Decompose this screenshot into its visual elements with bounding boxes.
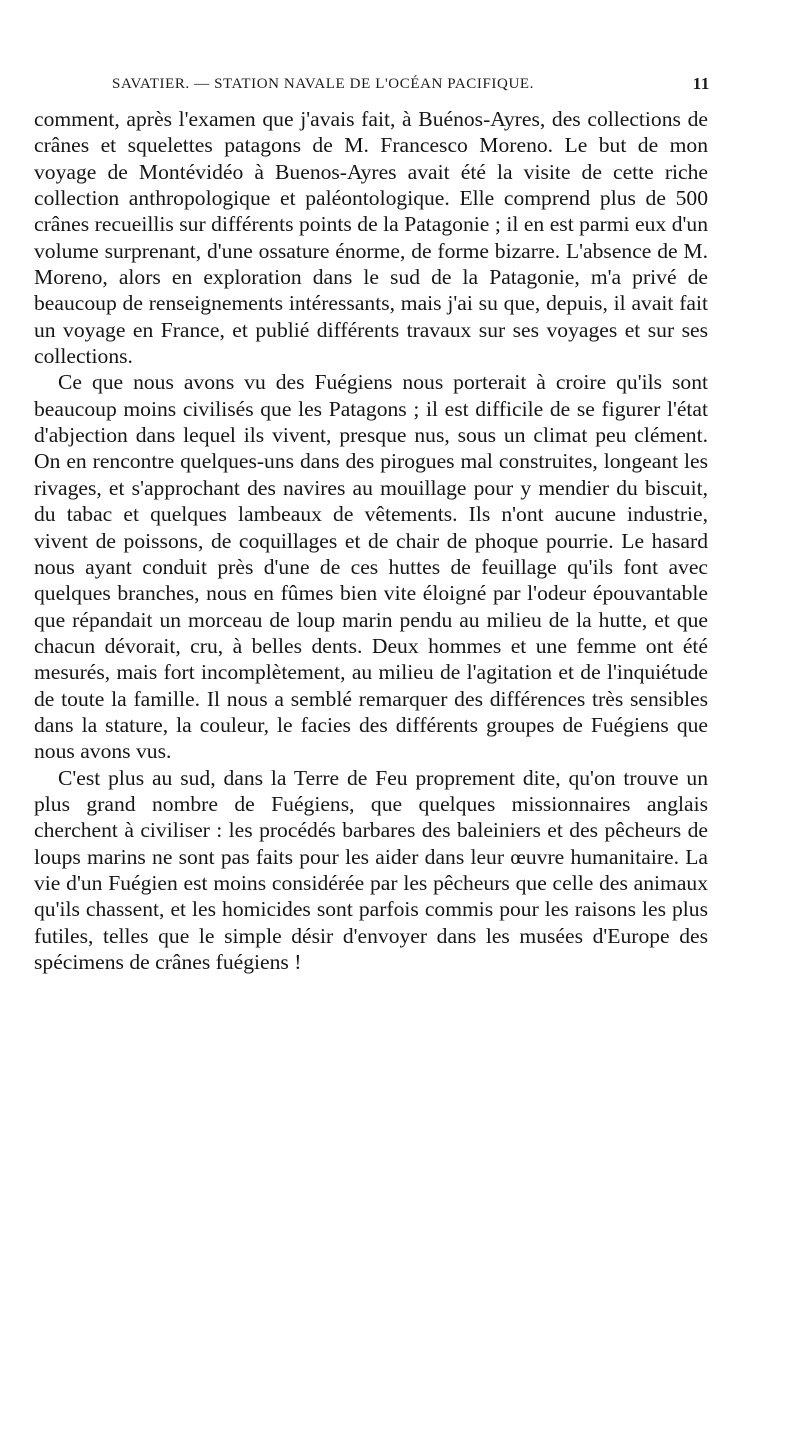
paragraph: Ce que nous avons vu des Fuégiens nous porterait à croire qu'ils sont beaucoup moins civilisés que les Patagons ; il est difficile de se figurer l'état d'abjection dans lequel ils vivent, presque nus, sous un climat peu clément. On en rencontre quelques-uns dans des pirogues mal construites, longeant les rivages, et s'approchant des navires au mouillage pour y mendier du biscuit, du tabac et quelques lambeaux de vêtements. Ils n'ont aucune industrie, vivent de poissons, de coquillages et de chair de phoque pourrie. Le hasard nous ayant conduit près d'une de ces huttes de feuillage qu'ils font avec quelques branches, nous en fûmes bien vite éloigné par l'odeur épouvantable que répandait un morceau de loup marin pendu au milieu de la hutte, et que chacun dévorait, cru, à belles dents. Deux hommes et une femme ont été mesurés, mais fort incomplètement, au milieu de l'agitation et de l'inquiétude de toute la famille. Il nous a semblé remarquer des différences très sensibles dans la stature, la couleur, le facies des différents groupes de Fuégiens que nous avons vus. [34,370,708,764]
body-text [34,106,708,975]
running-title: SAVATIER. — STATION NAVALE DE L'OCÉAN PACIFIQUE. [112,76,535,92]
paragraph: comment, après l'examen que j'avais fait, à Buénos-Ayres, des collections de crânes et squelettes patagons de M. Francesco Moreno. Le but de mon voyage de Montévidéo à Buenos-Ayres avait été la visite de cette riche collection anthropologique et paléontologique. Elle comprend plus de 500 crânes recueillis sur différents points de la Patagonie ; il en est parmi eux d'un volume surprenant, d'une ossature énorme, de forme bizarre. L'absence de M. Moreno, alors en exploration dans le sud de la Patagonie, m'a privé de beaucoup de renseignements intéressants, mais j'ai su que, depuis, il avait fait un voyage en France, et publié différents travaux sur ses voyages et sur ses collections. [34,107,708,369]
page-number: 11 [692,74,710,93]
book-page [34,76,708,975]
running-head [34,76,708,106]
paragraph: C'est plus au sud, dans la Terre de Feu proprement dite, qu'on trouve un plus grand nombre de Fuégiens, que quelques missionnaires anglais cherchent à civiliser : les procédés barbares des baleiniers et des pêcheurs de loups marins ne sont pas faits pour les aider dans leur œuvre humanitaire. La vie d'un Fuégien est moins considérée par les pêcheurs que celle des animaux qu'ils chassent, et les homicides sont parfois commis pour les raisons les plus futiles, telles que le simple désir d'envoyer dans les musées d'Europe des spécimens de crânes fuégiens ! [34,765,708,974]
